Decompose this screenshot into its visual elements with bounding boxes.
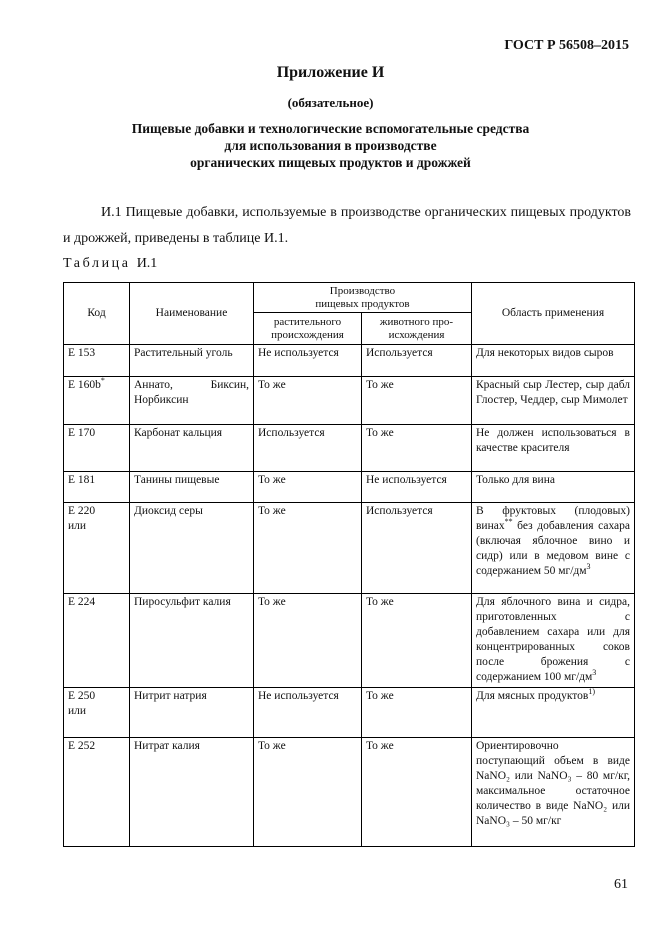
cell-code: E 181 bbox=[64, 472, 130, 503]
unit-exponent: 3 bbox=[586, 562, 591, 572]
cell-animal: То же bbox=[362, 688, 472, 738]
area-text: без добавления сахара (включая яблочное вино и сидр) или в медовом вине с содержанием 50 мг/дм bbox=[476, 520, 630, 577]
cell-area: Ориентировочно поступающий объем в виде NaNO₂ или NaNO₃ – 80 мг/кг, максимальное остаточное количество в виде NaNO₂ или NaNO₃ – 50 мг/кг bbox=[472, 738, 635, 847]
cell-name: Нитрат калия bbox=[130, 738, 254, 847]
cell-animal: Используется bbox=[362, 345, 472, 377]
table-caption-word: Таблица bbox=[63, 256, 131, 271]
annex-heading-line: Пищевые добавки и технологические вспомогательные средства bbox=[131, 121, 530, 136]
table-caption-number: И.1 bbox=[136, 256, 158, 271]
cell-area: Красный сыр Лестер, сыр дабл Глостер, Чеддер, сыр Мимолет bbox=[472, 377, 635, 425]
header-code: Код bbox=[64, 283, 130, 345]
cell-animal: То же bbox=[362, 738, 472, 847]
cell-name: Пиросульфит калия bbox=[130, 594, 254, 688]
header-production-line: Производство bbox=[329, 284, 396, 297]
header-plant bbox=[254, 313, 362, 345]
code-text: E 160b bbox=[68, 379, 101, 391]
area-text: В фруктовых (плодовых) винах bbox=[476, 505, 630, 532]
cell-animal: Не используется bbox=[362, 472, 472, 503]
cell-area: Не должен использоваться в качестве красителя bbox=[472, 425, 635, 472]
annex-heading-line: для использования в производстве bbox=[224, 138, 437, 153]
header-plant-line: растительного bbox=[273, 315, 342, 328]
annex-heading bbox=[0, 120, 661, 171]
intro-paragraph: И.1 Пищевые добавки, используемые в производстве органических пищевых продуктов и дрожжей, приведены в таблице И.1. bbox=[63, 205, 631, 246]
cell-name: Аннато, Биксин, Норбиксин bbox=[130, 377, 254, 425]
cell-code: E 252 bbox=[64, 738, 130, 847]
area-text: Для яблочного вина и сидра, приготовленных с добавлением сахара или для концентрированных соков после брожения с содержанием 100 мг/дм bbox=[476, 596, 630, 683]
page-number: 61 bbox=[614, 877, 628, 892]
annex-status: (обязательное) bbox=[287, 95, 374, 110]
header-animal-line: исхождения bbox=[388, 328, 445, 341]
cell-plant: То же bbox=[254, 472, 362, 503]
code-text: E 220 bbox=[68, 505, 96, 517]
table-row bbox=[64, 472, 635, 503]
cell-code bbox=[64, 377, 130, 425]
cell-animal: То же bbox=[362, 594, 472, 688]
cell-name: Карбонат кальция bbox=[130, 425, 254, 472]
cell-code bbox=[64, 688, 130, 738]
cell-plant: Не используется bbox=[254, 688, 362, 738]
cell-animal: То же bbox=[362, 425, 472, 472]
table-row bbox=[64, 738, 635, 847]
cell-code: E 224 bbox=[64, 594, 130, 688]
cell-area: Только для вина bbox=[472, 472, 635, 503]
cell-plant: То же bbox=[254, 594, 362, 688]
cell-plant: Не используется bbox=[254, 345, 362, 377]
cell-animal: То же bbox=[362, 377, 472, 425]
footnote-mark: * bbox=[100, 376, 105, 386]
cell-area bbox=[472, 594, 635, 688]
additives-table bbox=[63, 282, 635, 847]
cell-animal: Используется bbox=[362, 503, 472, 594]
cell-name: Растительный уголь bbox=[130, 345, 254, 377]
document-code: ГОСТ Р 56508–2015 bbox=[504, 38, 629, 53]
header-production-line: пищевых продуктов bbox=[315, 297, 410, 310]
footnote-mark: 1) bbox=[588, 687, 596, 697]
table-row bbox=[64, 688, 635, 738]
cell-area bbox=[472, 688, 635, 738]
cell-code: E 153 bbox=[64, 345, 130, 377]
code-continuation: или bbox=[68, 520, 87, 532]
table-row bbox=[64, 594, 635, 688]
cell-name: Танины пищевые bbox=[130, 472, 254, 503]
code-continuation: или bbox=[68, 705, 87, 717]
table-row bbox=[64, 377, 635, 425]
header-name: Наименование bbox=[130, 283, 254, 345]
area-text: Для мясных продуктов bbox=[476, 690, 589, 702]
footnote-mark: ** bbox=[504, 517, 513, 527]
cell-name: Нитрит натрия bbox=[130, 688, 254, 738]
cell-plant: Используется bbox=[254, 425, 362, 472]
annex-title: Приложение И bbox=[276, 64, 385, 81]
cell-plant: То же bbox=[254, 503, 362, 594]
header-animal bbox=[362, 313, 472, 345]
cell-name: Диоксид серы bbox=[130, 503, 254, 594]
header-production bbox=[254, 283, 472, 313]
unit-exponent: 3 bbox=[592, 668, 597, 678]
table-caption bbox=[63, 256, 157, 272]
header-animal-line: животного про- bbox=[379, 315, 454, 328]
header-plant-line: происхождения bbox=[271, 328, 344, 341]
code-text: E 250 bbox=[68, 690, 96, 702]
cell-plant: То же bbox=[254, 377, 362, 425]
header-area: Область применения bbox=[472, 283, 635, 345]
cell-code bbox=[64, 503, 130, 594]
table-row bbox=[64, 345, 635, 377]
cell-plant: То же bbox=[254, 738, 362, 847]
table-row bbox=[64, 503, 635, 594]
cell-area bbox=[472, 503, 635, 594]
annex-heading-line: органических пищевых продуктов и дрожжей bbox=[190, 155, 471, 170]
cell-area: Для некоторых видов сыров bbox=[472, 345, 635, 377]
table-row bbox=[64, 425, 635, 472]
cell-code: E 170 bbox=[64, 425, 130, 472]
